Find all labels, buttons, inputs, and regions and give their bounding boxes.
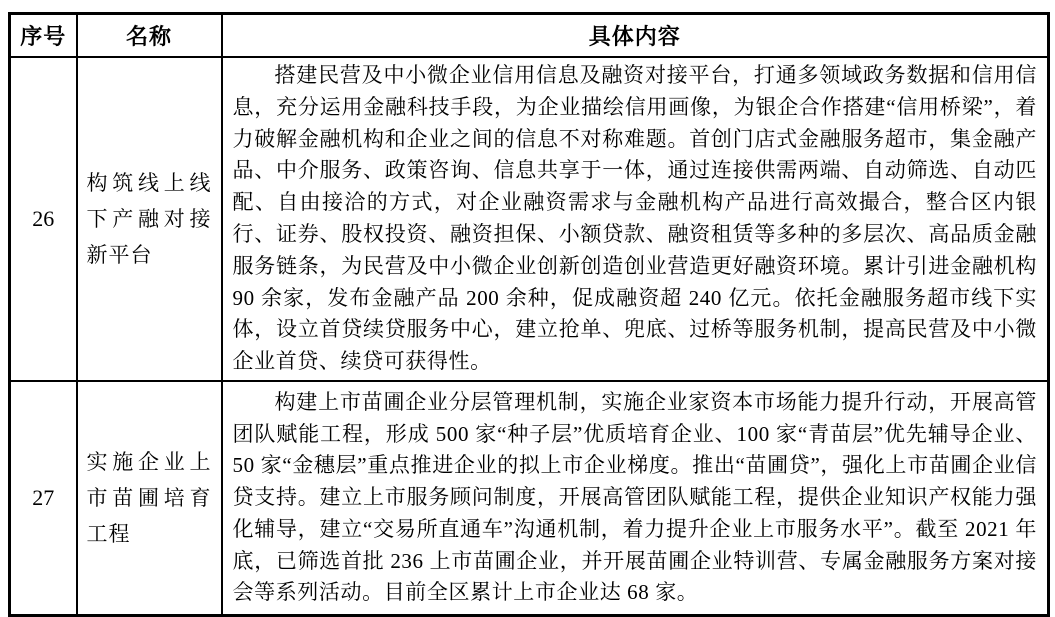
- measures-table: [8, 12, 1050, 617]
- column-header-name: 名称: [77, 14, 222, 58]
- row-content-text: 搭建民营及中小微企业信用信息及融资对接平台，打通多领域政务数据和信用信息，充分运用金融科技手段，为企业描绘信用画像，为银企合作搭建“信用桥梁”，着力破解金融机构和企业之间的信息不对称难题。首创门店式金融服务超市，集金融产品、中介服务、政策咨询、信息共享于一体，通过连接供需两端、自动筛选、自动匹配、自由接洽的方式，对企业融资需求与金融机构产品进行高效撮合，整合区内银行、证券、股权投资、融资担保、小额贷款、融资租赁等多种的多层次、高品质金融服务链条，为民营及中小微企业创新创造创业营造更好融资环境。累计引进金融机构 90 余家，发布金融产品 200 余种，促成融资超 240 亿元。依托金融服务超市线下实体，设立首贷续贷服务中心，建立抢单、兜底、过桥等服务机制，提高民营及中小微企业首贷、续贷可获得性。: [232, 63, 1037, 374]
- row-name: 构筑线上线下产融对接新平台: [77, 57, 222, 381]
- row-name: 实施企业上市苗圃培育工程: [77, 381, 222, 616]
- row-number: 27: [10, 381, 77, 616]
- table-row: [10, 381, 1049, 616]
- row-content-text: 构建上市苗圃企业分层管理机制，实施企业家资本市场能力提升行动，开展高管团队赋能工程，形成 500 家“种子层”优质培育企业、100 家“青苗层”优先辅导企业、50 家“金穗层”重点推进企业的拟上市企业梯度。推出“苗圃贷”，强化上市苗圃企业信贷支持。建立上市服务顾问制度，开展高管团队赋能工程，提供企业知识产权能力强化辅导，建立“交易所直通车”沟通机制，着力提升企业上市服务水平”。截至 2021 年底，已筛选首批 236 上市苗圃企业，并开展苗圃企业特训营、专属金融服务方案对接会等系列活动。目前全区累计上市企业达 68 家。: [232, 389, 1037, 605]
- table-row: [10, 57, 1049, 381]
- column-header-no: 序号: [10, 14, 77, 58]
- column-header-content: 具体内容: [222, 14, 1049, 58]
- row-content-cell: [222, 381, 1049, 616]
- row-number: 26: [10, 57, 77, 381]
- table-header-row: [10, 14, 1049, 58]
- row-content-cell: [222, 57, 1049, 381]
